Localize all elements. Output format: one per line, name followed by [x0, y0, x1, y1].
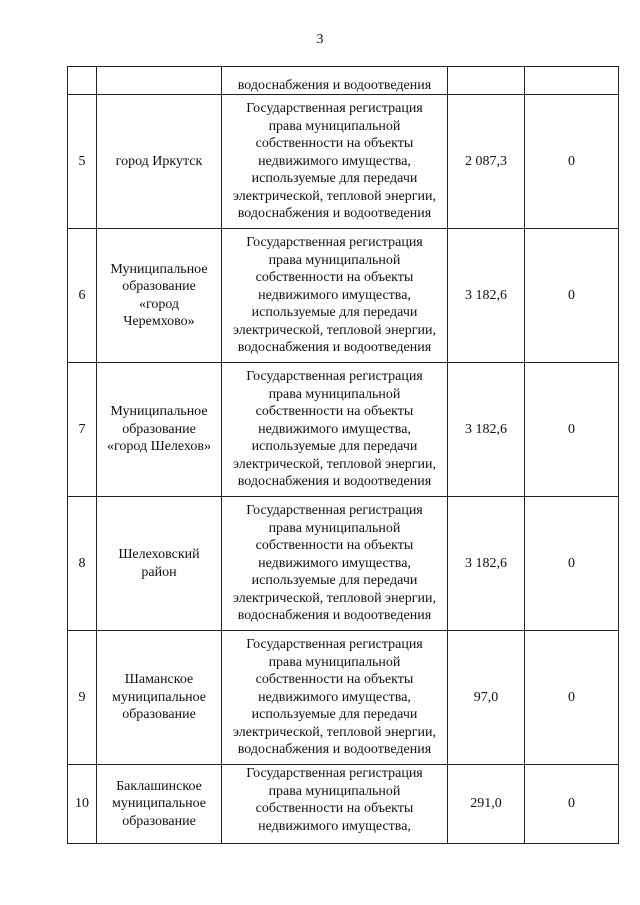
municipality-line: Черемхово» — [123, 314, 195, 329]
description-line: используемые для передачи — [251, 171, 418, 187]
description-cell — [222, 631, 448, 765]
description-line: электрической, тепловой энергии, — [232, 590, 436, 606]
municipality-line: район — [141, 564, 177, 580]
description-line: недвижимого имущества, — [258, 689, 411, 705]
description-line: собственности на объекты — [255, 672, 414, 688]
amount-cell: 3 182,6 — [448, 497, 525, 631]
description-line: права муниципальной — [268, 118, 401, 134]
description-line: используемые для передачи — [251, 707, 418, 723]
value-cell: 0 — [525, 765, 619, 844]
municipality-line: город Иркутск — [115, 153, 203, 169]
municipality-line: Шелеховский — [118, 547, 200, 562]
municipality-line: образование — [122, 813, 196, 829]
row-index-cell — [68, 67, 97, 95]
amount-cell — [448, 67, 525, 95]
description-line: Государственная регистрация — [246, 637, 423, 653]
description-line: водоснабжения и водоотведения — [237, 608, 432, 624]
municipality-cell — [97, 67, 222, 95]
table-body — [68, 67, 619, 844]
amount-cell: 2 087,3 — [448, 95, 525, 229]
row-index-cell: 6 — [68, 229, 97, 363]
description-line: водоснабжения и водоотведения — [237, 206, 432, 222]
page-number: 3 — [316, 32, 324, 47]
description-line: недвижимого имущества, — [258, 287, 411, 303]
description-line: права муниципальной — [268, 783, 401, 799]
municipality-line: «город — [138, 296, 180, 312]
amount-cell: 3 182,6 — [448, 229, 525, 363]
description-line: собственности на объекты — [255, 270, 414, 286]
table-row — [68, 363, 619, 497]
row-index-cell: 10 — [68, 765, 97, 844]
description-line: недвижимого имущества, — [258, 818, 411, 834]
description-line: собственности на объекты — [255, 538, 414, 554]
municipality-line: Муниципальное — [110, 404, 208, 420]
description-line: собственности на объекты — [255, 404, 414, 420]
municipality-cell — [97, 497, 222, 631]
description-line: используемые для передачи — [251, 305, 418, 321]
table-row — [68, 229, 619, 363]
description-cell — [222, 363, 448, 497]
municipality-line: Муниципальное — [110, 261, 208, 277]
table-row — [68, 497, 619, 631]
municipality-cell — [97, 229, 222, 363]
data-table — [67, 66, 619, 844]
value-cell — [525, 67, 619, 95]
municipality-cell — [97, 631, 222, 765]
description-line: электрической, тепловой энергии, — [232, 322, 436, 338]
table-row — [68, 95, 619, 229]
description-cell — [222, 229, 448, 363]
description-line: Государственная регистрация — [246, 503, 423, 519]
municipality-line: Баклашинское — [116, 778, 202, 794]
row-index-cell: 7 — [68, 363, 97, 497]
row-index-cell: 9 — [68, 631, 97, 765]
value-cell: 0 — [525, 631, 619, 765]
amount-cell: 97,0 — [448, 631, 525, 765]
value-cell: 0 — [525, 497, 619, 631]
value-cell: 0 — [525, 95, 619, 229]
description-line: водоснабжения и водоотведения — [237, 474, 432, 490]
description-cell — [222, 765, 448, 844]
amount-cell: 3 182,6 — [448, 363, 525, 497]
description-line: права муниципальной — [268, 252, 401, 268]
description-line: права муниципальной — [268, 386, 401, 402]
description-cell — [222, 95, 448, 229]
municipality-line: муниципальное — [112, 796, 206, 812]
description-line: собственности на объекты — [255, 136, 414, 152]
description-line: Государственная регистрация — [246, 235, 423, 251]
table-row — [68, 67, 619, 95]
municipality-line: образование — [122, 707, 196, 723]
amount-cell: 291,0 — [448, 765, 525, 844]
row-index-cell: 5 — [68, 95, 97, 229]
value-cell: 0 — [525, 363, 619, 497]
description-line: электрической, тепловой энергии, — [232, 724, 436, 740]
municipality-cell — [97, 363, 222, 497]
row-index-cell: 8 — [68, 497, 97, 631]
municipality-line: «город Шелехов» — [106, 439, 212, 455]
description-line: электрической, тепловой энергии, — [232, 188, 436, 204]
municipality-cell — [97, 95, 222, 229]
description-line: водоснабжения и водоотведения — [237, 742, 432, 758]
description-line: права муниципальной — [268, 520, 401, 536]
description-cell — [222, 497, 448, 631]
municipality-line: Шаманское — [124, 672, 194, 688]
municipality-line: муниципальное — [112, 689, 206, 705]
description-line: недвижимого имущества, — [258, 153, 411, 169]
description-line: права муниципальной — [268, 654, 401, 670]
description-line: используемые для передачи — [251, 573, 418, 589]
description-line: Государственная регистрация — [246, 369, 423, 385]
description-line: недвижимого имущества, — [258, 421, 411, 437]
description-line: Государственная регистрация — [246, 101, 423, 117]
description-cell — [222, 67, 448, 95]
municipality-cell — [97, 765, 222, 844]
municipality-line: образование — [122, 421, 196, 437]
table-row — [68, 631, 619, 765]
value-cell: 0 — [525, 229, 619, 363]
description-line: водоснабжения и водоотведения — [237, 340, 432, 356]
municipality-line: образование — [122, 279, 196, 294]
description-line: водоснабжения и водоотведения — [237, 77, 432, 93]
description-line: недвижимого имущества, — [258, 555, 411, 571]
description-line: электрической, тепловой энергии, — [232, 456, 436, 472]
description-line: собственности на объекты — [255, 801, 414, 816]
description-line: Государственная регистрация — [246, 766, 423, 781]
description-line: используемые для передачи — [251, 439, 418, 455]
table-row — [68, 765, 619, 844]
